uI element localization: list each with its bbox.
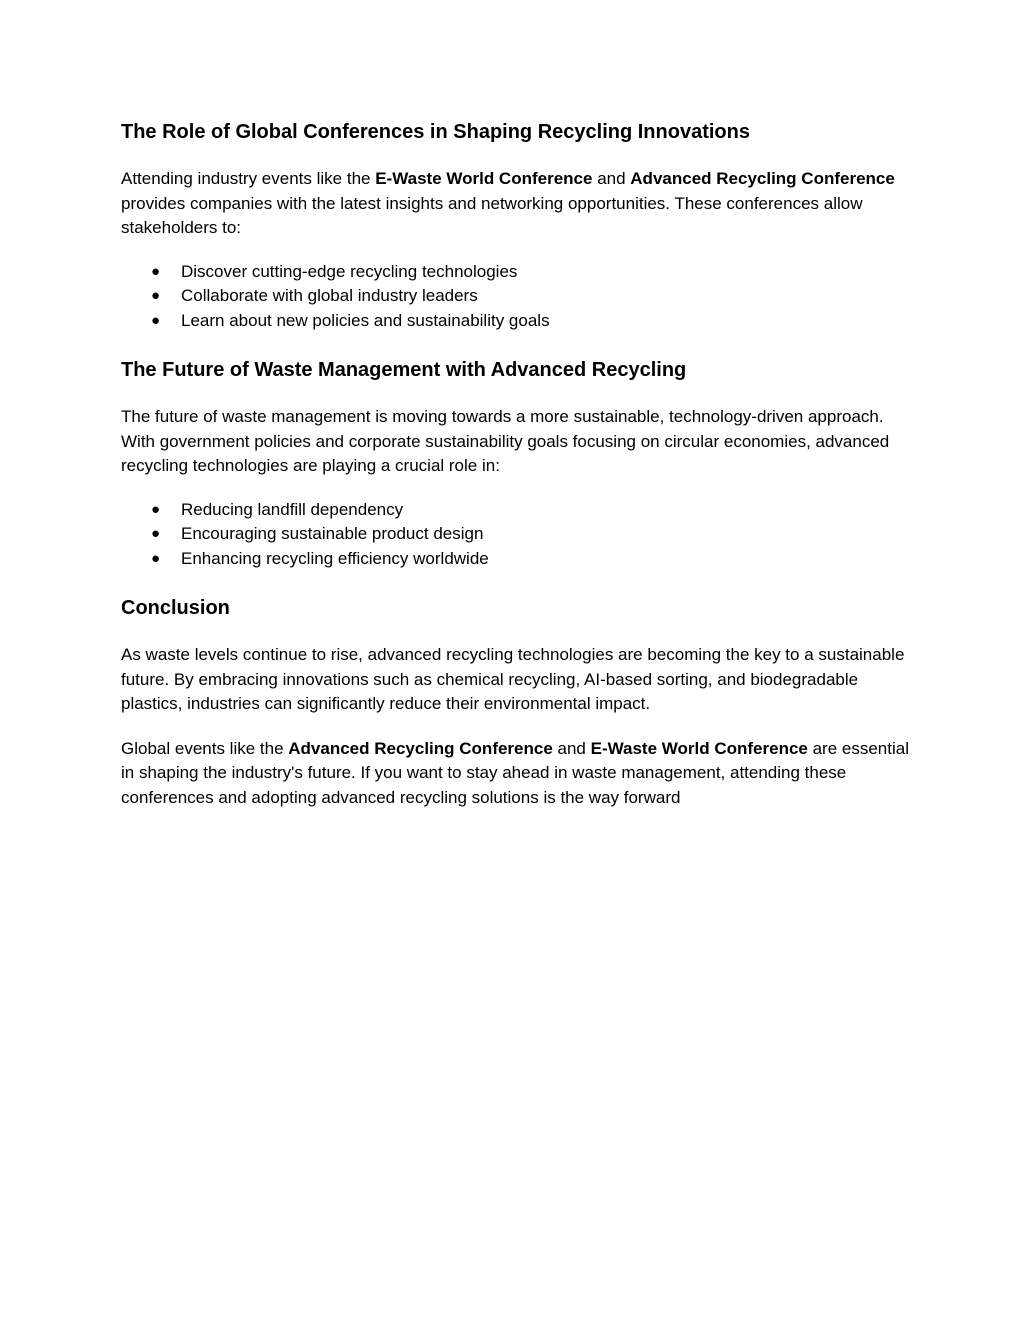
list-item-text: Reducing landfill dependency	[181, 499, 404, 519]
list-item-text: Enhancing recycling efficiency worldwide	[181, 548, 489, 568]
bold-run: E-Waste World Conference	[590, 738, 808, 758]
list-item-text: Discover cutting-edge recycling technologies	[181, 261, 518, 281]
bold-run: Advanced Recycling Conference	[630, 169, 895, 188]
paragraph-conferences-intro	[121, 167, 911, 241]
section-heading-conferences: The Role of Global Conferences in Shaping Recycling Innovations	[121, 121, 750, 143]
text-run: are essential in shaping the industry's future. If you want to stay ahead in waste management, attending these conferences and adopting advanced recycling solutions is the way forward	[121, 738, 909, 807]
bullet-list-future	[121, 498, 911, 572]
document-page	[121, 118, 911, 810]
bullet-icon: ●	[151, 262, 161, 280]
section-heading-conclusion: Conclusion	[121, 597, 230, 619]
list-item-text: Encouraging sustainable product design	[181, 524, 484, 543]
list-item	[121, 284, 911, 309]
list-item	[121, 522, 911, 547]
paragraph-future-intro: The future of waste management is moving towards a more sustainable, technology-driven approach. With government policies and corporate sustainability goals focusing on circular economies, advanced recycling technologies are playing a crucial role in:	[121, 407, 890, 475]
bold-run: Advanced Recycling Conference	[288, 738, 553, 758]
text-run: Global events like the	[121, 738, 289, 758]
list-item	[121, 309, 911, 334]
list-item-text: Collaborate with global industry leaders	[181, 286, 478, 305]
text-run: provides companies with the latest insights and networking opportunities. These conferences allow stakeholders to:	[121, 193, 863, 237]
text-run: Attending industry events like the	[121, 169, 376, 188]
list-item	[121, 260, 911, 285]
bullet-icon: ●	[151, 287, 161, 304]
bullet-icon: ●	[151, 525, 161, 542]
bold-run: E-Waste World Conference	[375, 169, 593, 188]
paragraph-conclusion-2	[121, 737, 911, 811]
list-item-text: Learn about new policies and sustainability goals	[181, 310, 550, 330]
section-heading-future: The Future of Waste Management with Advanced Recycling	[121, 359, 687, 381]
list-item	[121, 547, 911, 572]
bullet-icon: ●	[151, 311, 161, 329]
text-run: and	[592, 169, 631, 188]
text-run: and	[552, 738, 591, 758]
list-item	[121, 498, 911, 523]
bullet-icon: ●	[151, 500, 161, 518]
bullet-list-conferences	[121, 260, 911, 334]
bullet-icon: ●	[151, 549, 161, 567]
paragraph-conclusion-1: As waste levels continue to rise, advanced recycling technologies are becoming the key to a sustainable future. By embracing innovations such as chemical recycling, AI-based sorting, and biodegradable plastics, industries can significantly reduce their environmental impact.	[121, 645, 905, 713]
